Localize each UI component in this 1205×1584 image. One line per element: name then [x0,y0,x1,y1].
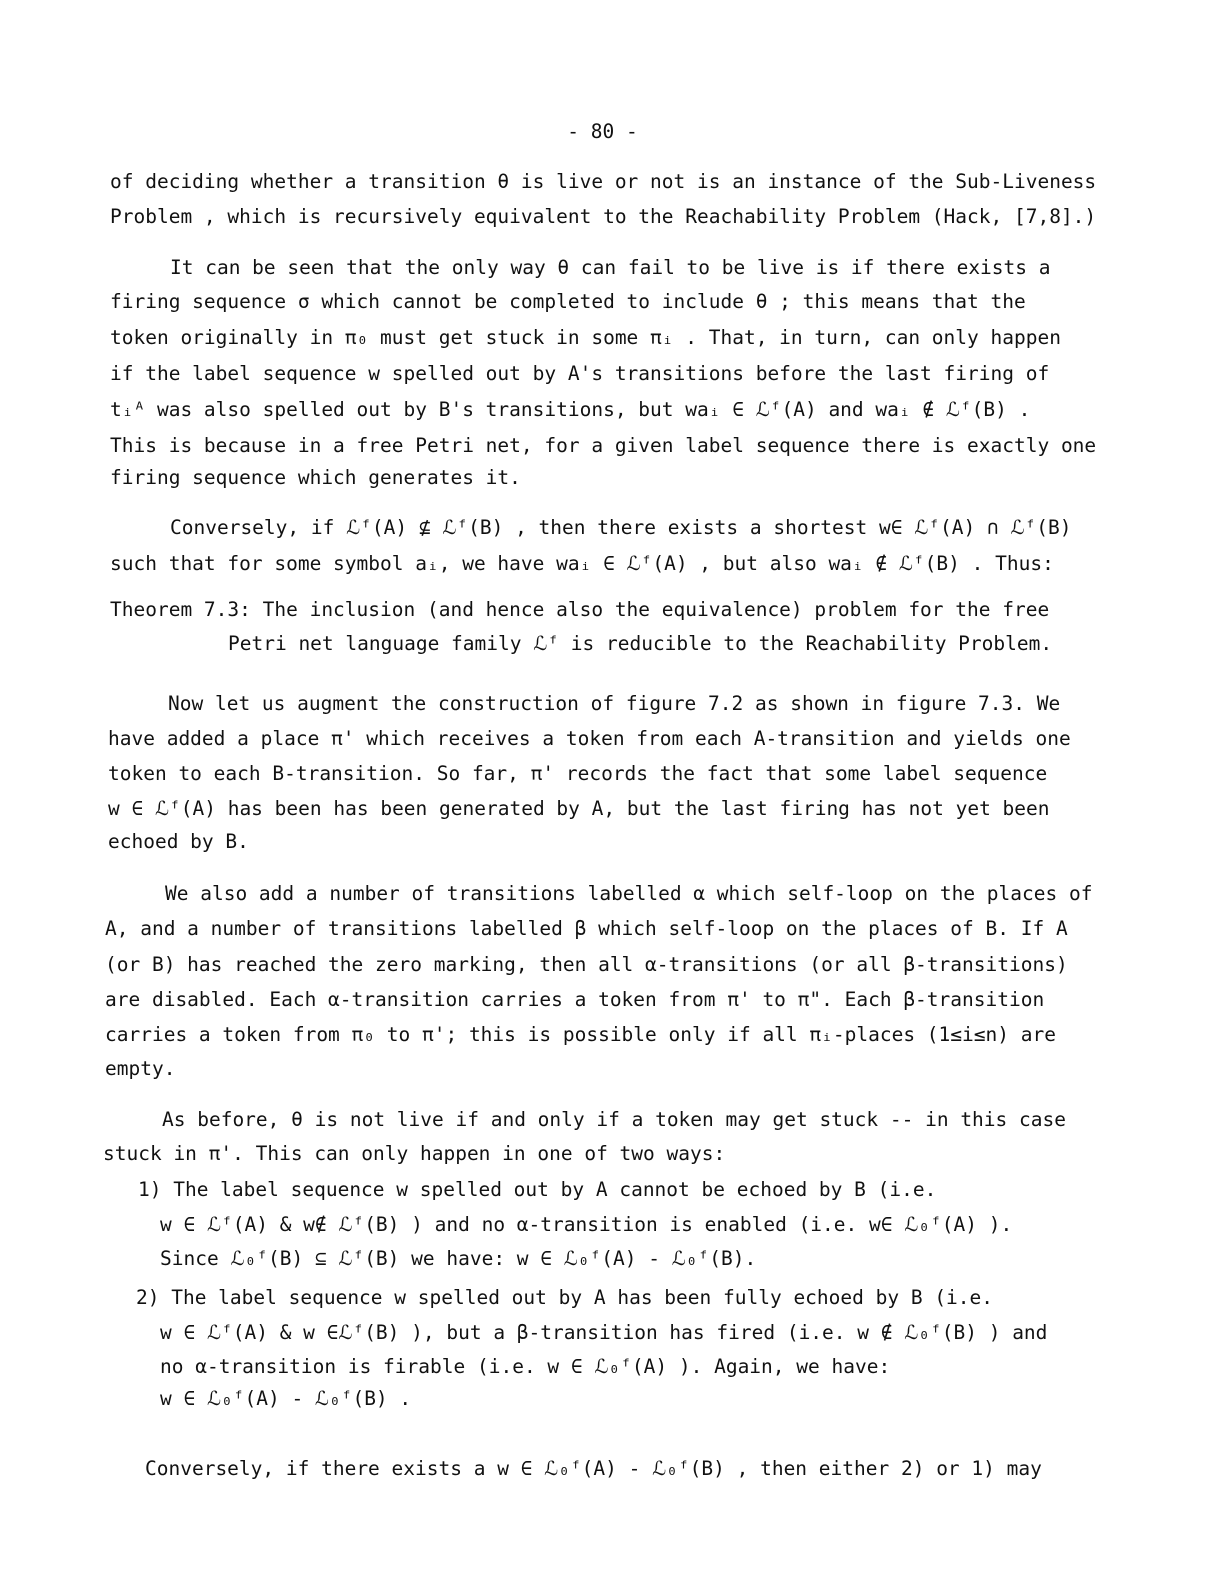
page-number: - 80 - [567,120,638,143]
text-line: A, and a number of transitions labelled β which self-loop on the places of B. If A [105,917,1068,940]
text-line: Problem , which is recursively equivalent to the Reachability Problem (Hack, [7,8].) [110,205,1097,228]
text-line: firing sequence which generates it. [110,466,521,489]
text-line: Conversely, if ℒᶠ(A) ⊈ ℒᶠ(B) , then there exists a shortest w∈ ℒᶠ(A) ∩ ℒᶠ(B) [170,516,1072,539]
list-item-2: w ∈ ℒ₀ᶠ(A) - ℒ₀ᶠ(B) . [160,1387,412,1410]
text-line: token originally in π₀ must get stuck in some πᵢ . That, in turn, can only happen [110,326,1061,349]
text-line: We also add a number of transitions labelled α which self-loop on the places of [165,882,1093,905]
text-line: As before, θ is not live if and only if a token may get stuck -- in this case [162,1108,1066,1131]
text-line: It can be seen that the only way θ can fail to be live is if there exists a [170,256,1051,279]
text-line: of deciding whether a transition θ is live or not is an instance of the Sub-Liveness [110,170,1097,193]
text-line: w ∈ ℒᶠ(A) has been has been generated by A, but the last firing has not yet been [108,797,1050,820]
text-line: token to each B-transition. So far, π' records the fact that some label sequence [108,762,1048,785]
theorem-line: Theorem 7.3: The inclusion (and hence also the equivalence) problem for the free [110,598,1050,621]
text-line: tᵢᴬ was also spelled out by B's transitions, but waᵢ ∈ ℒᶠ(A) and waᵢ ∉ ℒᶠ(B) . [110,398,1031,421]
text-line: Conversely, if there exists a w ∈ ℒ₀ᶠ(A) - ℒ₀ᶠ(B) , then either 2) or 1) may [145,1457,1042,1480]
theorem-line: Petri net language family ℒᶠ is reducible to the Reachability Problem. [228,632,1053,655]
text-line: echoed by B. [108,830,249,853]
list-item-1: w ∈ ℒᶠ(A) & w∉ ℒᶠ(B) ) and no α-transition is enabled (i.e. w∈ ℒ₀ᶠ(A) ). [160,1213,1013,1236]
text-line: empty. [105,1057,176,1080]
list-item-2: 2) The label sequence w spelled out by A has been fully echoed by B (i.e. [136,1286,994,1309]
text-line: stuck in π'. This can only happen in one of two ways: [103,1142,726,1165]
text-line: (or B) has reached the zero marking, then all α-transitions (or all β-transitions) [105,953,1068,976]
text-line: Now let us augment the construction of figure 7.2 as shown in figure 7.3. We [168,692,1061,715]
list-item-1: 1) The label sequence w spelled out by A cannot be echoed by B (i.e. [138,1178,937,1201]
text-line: have added a place π' which receives a token from each A-transition and yields one [108,727,1071,750]
list-item-2: w ∈ ℒᶠ(A) & w ∈ℒᶠ(B) ), but a β-transition has fired (i.e. w ∉ ℒ₀ᶠ(B) ) and [160,1321,1048,1344]
text-line: firing sequence σ which cannot be completed to include θ ; this means that the [110,290,1026,313]
text-line: are disabled. Each α-transition carries a token from π' to π". Each β-transition [105,988,1045,1011]
list-item-1: Since ℒ₀ᶠ(B) ⊆ ℒᶠ(B) we have: w ∈ ℒ₀ᶠ(A) - ℒ₀ᶠ(B). [160,1247,757,1270]
text-line: if the label sequence w spelled out by A's transitions before the last firing of [110,362,1050,385]
text-line: such that for some symbol aᵢ, we have waᵢ ∈ ℒᶠ(A) , but also waᵢ ∉ ℒᶠ(B) . Thus: [110,552,1054,575]
text-line: carries a token from π₀ to π'; this is possible only if all πᵢ-places (1≤i≤n) are [105,1023,1056,1046]
list-item-2: no α-transition is firable (i.e. w ∈ ℒ₀ᶠ(A) ). Again, we have: [160,1355,891,1378]
text-line: This is because in a free Petri net, for a given label sequence there is exactly one [110,434,1097,457]
